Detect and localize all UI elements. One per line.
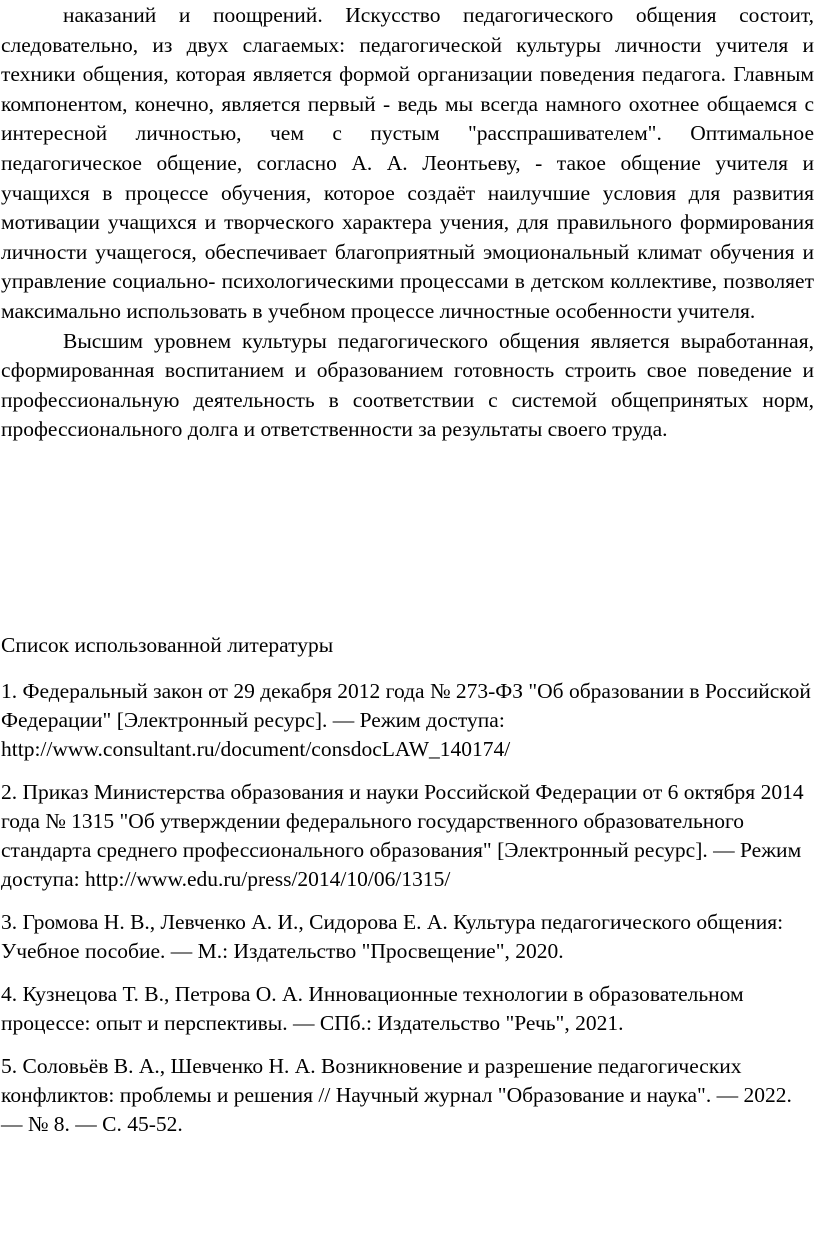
reference-item: 1. Федеральный закон от 29 декабря 2012 года № 273-ФЗ "Об образовании в Российской Федерации" [Электронный ресурс]. — Режим доступа: http://www.consultant.ru/document/consdocLAW_140174/ xyxy=(1,679,811,761)
reference-item: 3. Громова Н. В., Левченко А. И., Сидорова Е. А. Культура педагогического общения: Учебное пособие. — М.: Издательство "Просвещение", 2020. xyxy=(1,910,784,963)
references-section xyxy=(1,631,811,1153)
references-title: Список использованной литературы xyxy=(1,633,334,657)
body-paragraph-continuation: наказаний и поощрений. Искусство педагогического общения состоит, следовательно, из двух слагаемых: педагогической культуры личности учителя и техники общения, которая является формой организации поведения педагога. Главным компонентом, конечно, является первый - ведь мы всегда намного охотнее общаемся с интересной личностью, чем с пустым "расспрашивателем". Оптимальное педагогическое общение, согласно А. А. Леонтьеву, - такое общение учителя и учащихся в процессе обучения, которое создаёт наилучшие условия для развития мотивации учащихся и творческого характера учения, для правильного формирования личности учащегося, обеспечивает благоприятный эмоциональный климат обучения и управление социально- психологическими процессами в детском коллективе, позволяет максимально использовать в учебном процессе личностные особенности учителя. xyxy=(1,3,814,323)
reference-item: 5. Соловьёв В. А., Шевченко Н. А. Возникновение и разрешение педагогических конфликтов: проблемы и решения // Научный журнал "Образование и наука". — 2022. — № 8. — С. 45-52. xyxy=(1,1054,792,1136)
reference-item: 4. Кузнецова Т. В., Петрова О. А. Инновационные технологии в образовательном процессе: опыт и перспективы. — СПб.: Издательство "Речь", 2021. xyxy=(1,982,744,1035)
body-paragraph-culture: Высшим уровнем культуры педагогического общения является выработанная, сформированная воспитанием и образованием готовность строить свое поведение и профессиональную деятельность в соответствии с системой общепринятых норм, профессионального долга и ответственности за результаты своего труда. xyxy=(1,328,814,442)
reference-item: 2. Приказ Министерства образования и науки Российской Федерации от 6 октября 2014 года № 1315 "Об утверждении федерального государственного образовательного стандарта среднего профессионального образования" [Электронный ресурс]. — Режим доступа: http://www.edu.ru/press/2014/10/06/1315/ xyxy=(1,780,804,891)
